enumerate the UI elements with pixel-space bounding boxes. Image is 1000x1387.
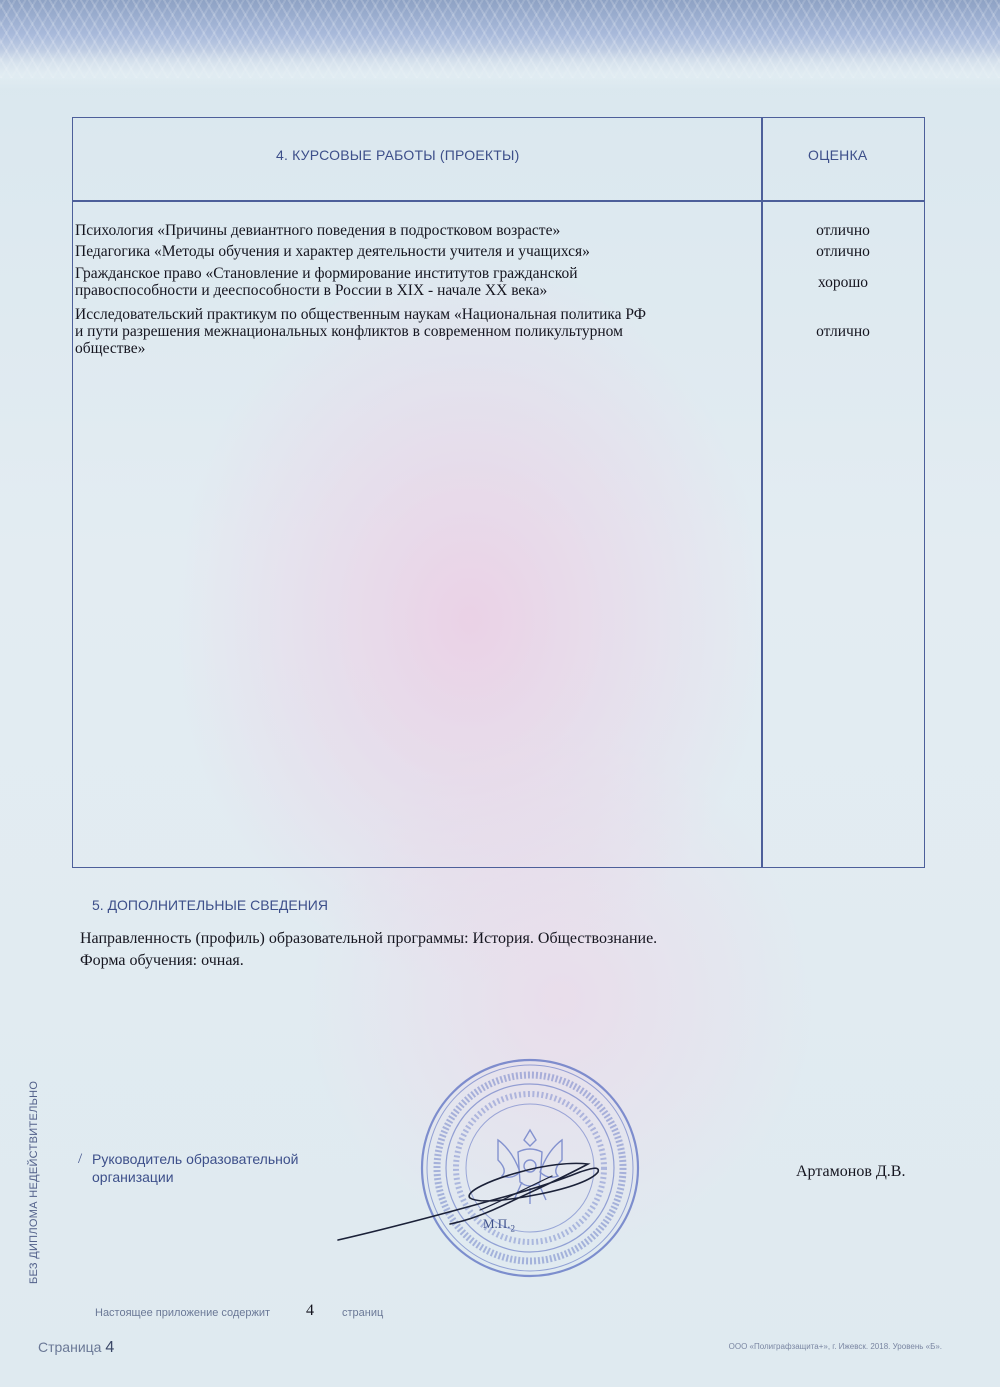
role-line: организации [92, 1169, 174, 1185]
printer-imprint: ООО «Полиграфзащита+», г. Ижевск. 2018. Уровень «Б». [728, 1342, 942, 1351]
signature-slash: / [78, 1151, 83, 1167]
course-line: и пути разрешения межнациональных конфликтов в современном поликультурном [75, 323, 623, 340]
signer-name: Артамонов Д.В. [796, 1163, 906, 1180]
grade-cell: отлично [816, 323, 870, 340]
handwritten-signature [330, 1150, 630, 1250]
table-row [75, 306, 755, 357]
pages-suffix: страниц [342, 1307, 384, 1319]
program-profile: Направленность (профиль) образовательной программы: История. Обществознание. [80, 930, 658, 947]
coursework-header: 4. КУРСОВЫЕ РАБОТЫ (ПРОЕКТЫ) [276, 147, 520, 163]
stamp-label: $М.П._2$ [483, 1216, 515, 1234]
role-line: Руководитель образовательной [92, 1151, 299, 1167]
grade-cell: отлично [816, 222, 870, 239]
table-row [75, 265, 755, 299]
course-line: Педагогика «Методы обучения и характер деятельности учителя и учащихся» [75, 243, 590, 260]
grade-cell: отлично [816, 243, 870, 260]
page-label: Страница [38, 1339, 102, 1355]
additional-info-title: 5. ДОПОЛНИТЕЛЬНЫЕ СВЕДЕНИЯ [92, 897, 328, 913]
page-number [38, 1339, 114, 1357]
validity-note: БЕЗ ДИПЛОМА НЕДЕЙСТВИТЕЛЬНО [28, 1080, 40, 1284]
head-of-organization-label [92, 1150, 299, 1186]
pages-count: 4 [306, 1302, 314, 1319]
course-line: Исследовательский практикум по общественным наукам «Национальная политика РФ [75, 306, 647, 323]
course-line: Гражданское право «Становление и формирование институтов гражданской [75, 265, 578, 282]
table-header-divider [72, 200, 925, 202]
study-form: Форма обучения: очная. [80, 952, 244, 969]
pages-prefix: Настоящее приложение содержит [95, 1307, 271, 1319]
grade-header: ОЦЕНКА [808, 147, 868, 163]
table-row [75, 222, 755, 239]
security-pattern-fade [0, 50, 1000, 90]
table-row [75, 243, 755, 260]
course-line: правоспособности и дееспособности в России в XIX - начале XX века» [75, 282, 548, 299]
grade-cell: хорошо [817, 274, 869, 291]
course-line: Психология «Причины девиантного поведения в подростковом возрасте» [75, 222, 561, 239]
page-number-value: 4 [105, 1339, 115, 1356]
course-line: обществе» [75, 340, 146, 357]
